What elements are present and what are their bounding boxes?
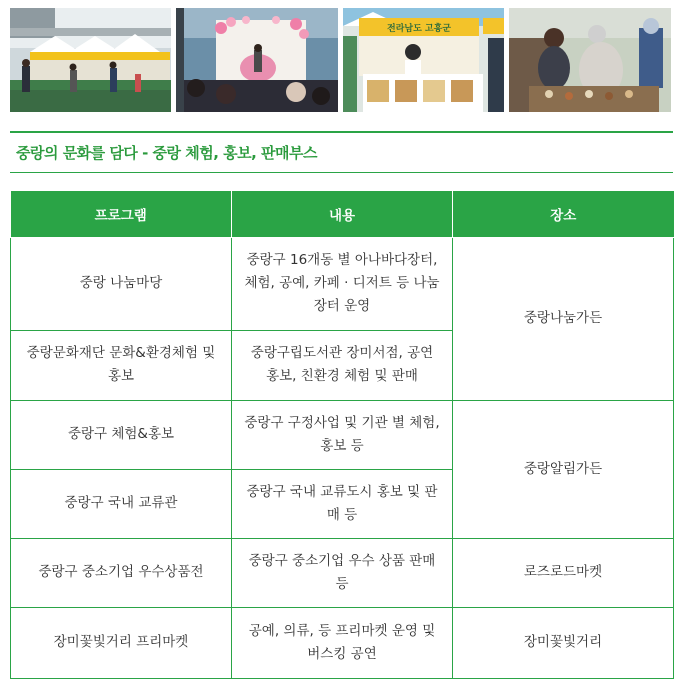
content-cell: 중랑구 국내 교류도시 홍보 및 판매 등 <box>232 469 453 538</box>
table-row <box>11 400 674 469</box>
content-cell: 중랑구 16개동 별 아나바다장터, 체험, 공예, 카페 · 디저트 등 나눔장터 운영 <box>232 237 453 330</box>
section-title: 중랑의 문화를 담다 - 중랑 체험, 홍보, 판매부스 <box>16 144 317 162</box>
place-cell: 장미꽃빛거리 <box>453 607 674 678</box>
booth-sign-text: 전라남도 고흥군 <box>387 24 451 34</box>
column-header-place: 장소 <box>453 191 674 237</box>
section-top-divider <box>10 131 673 133</box>
table-row <box>11 237 674 330</box>
photo-tent-walkway <box>10 8 171 112</box>
photo-stage-performance <box>176 8 338 112</box>
program-cell: 중랑 나눔마당 <box>11 237 232 330</box>
content-cell: 중랑구 중소기업 우수 상품 판매 등 <box>232 538 453 607</box>
content-cell: 중랑구 구정사업 및 기관 별 체험, 홍보 등 <box>232 400 453 469</box>
section-bottom-divider <box>10 172 673 173</box>
program-cell: 장미꽃빛거리 프리마켓 <box>11 607 232 678</box>
place-cell: 중랑알림가든 <box>453 400 674 538</box>
table-row <box>11 607 674 678</box>
column-header-content: 내용 <box>232 191 453 237</box>
photo-booth-sign <box>343 8 504 112</box>
content-cell: 중랑구립도서관 장미서점, 공연 홍보, 친환경 체험 및 판매 <box>232 330 453 400</box>
program-table <box>10 191 674 679</box>
column-header-program: 프로그램 <box>11 191 232 237</box>
program-cell: 중랑구 중소기업 우수상품전 <box>11 538 232 607</box>
place-cell: 로즈로드마켓 <box>453 538 674 607</box>
table-row <box>11 538 674 607</box>
photo-craft-stall <box>509 8 671 112</box>
content-cell: 공예, 의류, 등 프리마켓 운영 및 버스킹 공연 <box>232 607 453 678</box>
program-cell: 중랑구 국내 교류관 <box>11 469 232 538</box>
program-cell: 중랑문화재단 문화&환경체험 및 홍보 <box>11 330 232 400</box>
program-cell: 중랑구 체험&홍보 <box>11 400 232 469</box>
photo-strip <box>10 8 671 112</box>
place-cell: 중랑나눔가든 <box>453 237 674 400</box>
table-header-row <box>11 191 674 237</box>
